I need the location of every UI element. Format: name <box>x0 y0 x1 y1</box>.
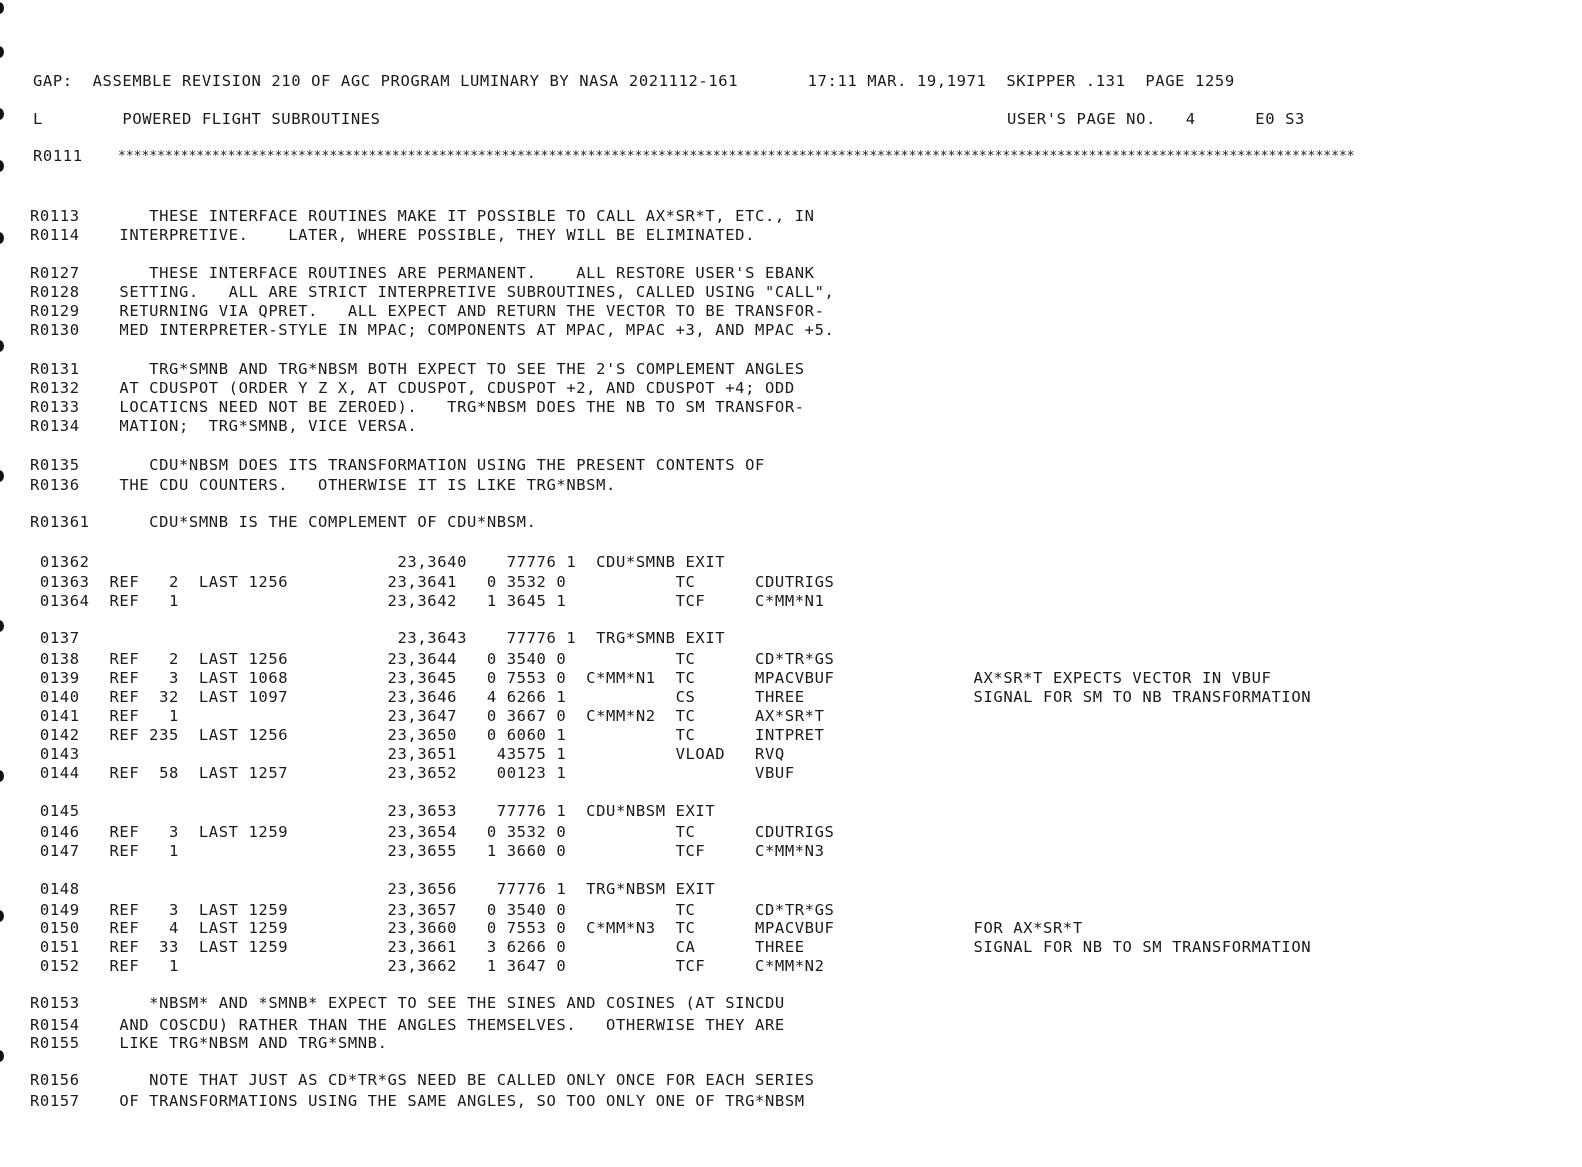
listing-line: R0131 TRG*SMNB AND TRG*NBSM BOTH EXPECT TO SEE THE 2'S COMPLEMENT ANGLES <box>30 360 805 378</box>
listing-line: R0113 THESE INTERFACE ROUTINES MAKE IT POSSIBLE TO CALL AX*SR*T, ETC., IN <box>30 207 815 225</box>
binder-hole <box>0 232 4 244</box>
binder-hole <box>0 2 4 14</box>
binder-hole <box>0 620 4 632</box>
listing-line: R0157 OF TRANSFORMATIONS USING THE SAME ANGLES, SO TOO ONLY ONE OF TRG*NBSM <box>30 1092 805 1110</box>
listing-line: 0140 REF 32 LAST 1097 23,3646 4 6266 1 CS THREE SIGNAL FOR SM TO NB TRANSFORMATION <box>30 688 1312 706</box>
binder-hole <box>0 910 4 922</box>
binder-hole <box>0 160 4 172</box>
listing-line: R0156 NOTE THAT JUST AS CD*TR*GS NEED BE CALLED ONLY ONCE FOR EACH SERIES <box>30 1071 815 1089</box>
listing-line: R0154 AND COSCDU) RATHER THAN THE ANGLES THEMSELVES. OTHERWISE THEY ARE <box>30 1016 785 1034</box>
listing-line: R0128 SETTING. ALL ARE STRICT INTERPRETIVE SUBROUTINES, CALLED USING "CALL", <box>30 283 835 301</box>
listing-line: 0148 23,3656 77776 1 TRG*NBSM EXIT <box>30 880 716 898</box>
listing-line: R0130 MED INTERPRETER-STYLE IN MPAC; COMPONENTS AT MPAC, MPAC +3, AND MPAC +5. <box>30 321 835 339</box>
listing-line: 0139 REF 3 LAST 1068 23,3645 0 7553 0 C*MM*N1 TC MPACVBUF AX*SR*T EXPECTS VECTOR IN VBUF <box>30 669 1272 687</box>
listing-line: 0137 23,3643 77776 1 TRG*SMNB EXIT <box>30 629 726 647</box>
user-page-number: USER'S PAGE NO. 4 E0 S3 <box>1007 110 1305 128</box>
listing-line: R0155 LIKE TRG*NBSM AND TRG*SMNB. <box>30 1034 388 1052</box>
binder-hole <box>0 46 4 58</box>
listing-line: 0142 REF 235 LAST 1256 23,3650 0 6060 1 TC INTPRET <box>30 726 825 744</box>
listing-line: 0143 23,3651 43575 1 VLOAD RVQ <box>30 745 785 763</box>
listing-line: 0144 REF 58 LAST 1257 23,3652 00123 1 VBUF <box>30 764 795 782</box>
listing-line: 01363 REF 2 LAST 1256 23,3641 0 3532 0 TC CDUTRIGS <box>30 573 835 591</box>
listing-line: 0145 23,3653 77776 1 CDU*NBSM EXIT <box>30 802 716 820</box>
listing-line: R0127 THESE INTERFACE ROUTINES ARE PERMANENT. ALL RESTORE USER'S EBANK <box>30 264 815 282</box>
listing-line: 0147 REF 1 23,3655 1 3660 0 TCF C*MM*N3 <box>30 842 825 860</box>
listing-line: 01364 REF 1 23,3642 1 3645 1 TCF C*MM*N1 <box>30 592 825 610</box>
listing-line: R0153 *NBSM* AND *SMNB* EXPECT TO SEE THE SINES AND COSINES (AT SINCDU <box>30 994 785 1012</box>
listing-line: 0150 REF 4 LAST 1259 23,3660 0 7553 0 C*MM*N3 TC MPACVBUF FOR AX*SR*T <box>30 919 1083 937</box>
listing-line: 0146 REF 3 LAST 1259 23,3654 0 3532 0 TC CDUTRIGS <box>30 823 835 841</box>
binder-hole <box>0 470 4 482</box>
listing-line: R0135 CDU*NBSM DOES ITS TRANSFORMATION USING THE PRESENT CONTENTS OF <box>30 456 765 474</box>
binder-hole <box>0 108 4 120</box>
listing-line: 0152 REF 1 23,3662 1 3647 0 TCF C*MM*N2 <box>30 957 825 975</box>
separator-stars: ************************************************************************************************************************************************************** <box>118 149 1355 164</box>
listing-line: 0151 REF 33 LAST 1259 23,3661 3 6266 0 CA THREE SIGNAL FOR NB TO SM TRANSFORMATION <box>30 938 1312 956</box>
listing-line: R0133 LOCATICNS NEED NOT BE ZEROED). TRG*NBSM DOES THE NB TO SM TRANSFOR- <box>30 398 805 416</box>
listing-line: R01361 CDU*SMNB IS THE COMPLEMENT OF CDU*NBSM. <box>30 513 537 531</box>
listing-line: 0141 REF 1 23,3647 0 3667 0 C*MM*N2 TC AX*SR*T <box>30 707 825 725</box>
listing-line: R0132 AT CDUSPOT (ORDER Y Z X, AT CDUSPOT, CDUSPOT +2, AND CDUSPOT +4; ODD <box>30 379 795 397</box>
binder-hole <box>0 1050 4 1062</box>
section-title: L POWERED FLIGHT SUBROUTINES <box>33 110 381 128</box>
listing-line: 01362 23,3640 77776 1 CDU*SMNB EXIT <box>30 553 726 571</box>
listing-line: R0129 RETURNING VIA QPRET. ALL EXPECT AND RETURN THE VECTOR TO BE TRANSFOR- <box>30 302 825 320</box>
binder-hole <box>0 770 4 782</box>
page-header: GAP: ASSEMBLE REVISION 210 OF AGC PROGRAM LUMINARY BY NASA 2021112-161 17:11 MAR. 19,1971 SKIPPER .131 PAGE 1259 <box>33 72 1235 90</box>
listing-line: R0136 THE CDU COUNTERS. OTHERWISE IT IS LIKE TRG*NBSM. <box>30 476 616 494</box>
listing-line: 0149 REF 3 LAST 1259 23,3657 0 3540 0 TC CD*TR*GS <box>30 901 835 919</box>
listing-line: R0114 INTERPRETIVE. LATER, WHERE POSSIBLE, THEY WILL BE ELIMINATED. <box>30 226 756 244</box>
binder-hole <box>0 340 4 352</box>
separator-id: R0111 <box>33 147 83 165</box>
listing-line: 0138 REF 2 LAST 1256 23,3644 0 3540 0 TC CD*TR*GS <box>30 650 835 668</box>
listing-line: R0134 MATION; TRG*SMNB, VICE VERSA. <box>30 417 418 435</box>
